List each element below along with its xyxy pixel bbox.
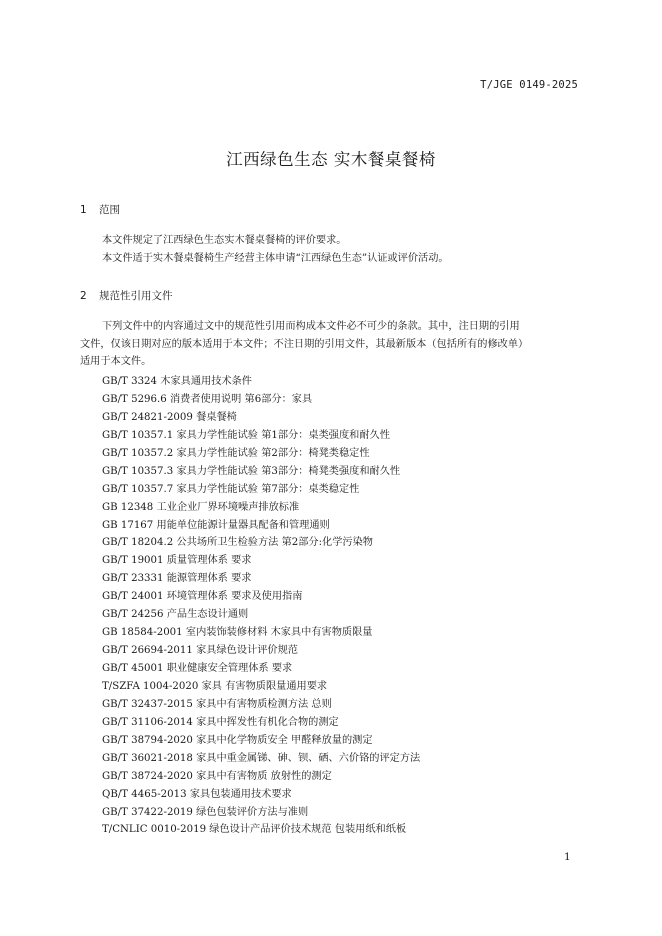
- reference-item: GB/T 10357.3 家具力学性能试验 第3部分：椅凳类强度和耐久性: [102, 465, 401, 477]
- reference-item: GB/T 5296.6 消费者使用说明 第6部分：家具: [102, 393, 313, 405]
- document-title: 江西绿色生态 实木餐桌餐椅: [226, 150, 436, 169]
- intro-line: 下列文件中的内容通过文中的规范性引用而构成本文件必不可少的条款。其中，注日期的引用: [102, 321, 520, 332]
- reference-item: GB 18584-2001 室内装饰装修材料 木家具中有害物质限量: [102, 627, 373, 639]
- scope-paragraph: 本文件规定了江西绿色生态实木餐桌餐椅的评价要求。: [102, 235, 347, 246]
- reference-item: GB/T 37422-2019 绿色包装评价方法与准则: [102, 806, 309, 818]
- scope-paragraphs: [80, 232, 585, 267]
- references-intro: [80, 318, 585, 371]
- reference-item: GB/T 19001 质量管理体系 要求: [102, 555, 252, 567]
- reference-item: GB/T 18204.2 公共场所卫生检验方法 第2部分:化学污染物: [102, 537, 373, 549]
- reference-list: [102, 373, 592, 839]
- reference-item: GB/T 38724-2020 家具中有害物质 放射性的测定: [102, 770, 332, 782]
- reference-item: GB/T 45001 职业健康安全管理体系 要求: [102, 663, 293, 674]
- reference-item: T/CNLIC 0010-2019 绿色设计产品评价技术规范 包装用纸和纸板: [102, 824, 407, 836]
- reference-item: QB/T 4465-2013 家具包装通用技术要求: [102, 788, 292, 800]
- reference-item: GB/T 23331 能源管理体系 要求: [102, 573, 252, 585]
- section-number: 2: [80, 290, 87, 302]
- section-title: 范围: [99, 204, 120, 216]
- section-number: 1: [80, 204, 87, 216]
- intro-line: 适用于本文件。: [80, 356, 152, 367]
- reference-item: GB/T 32437-2015 家具中有害物质检测方法 总则: [102, 698, 332, 710]
- reference-item: GB/T 3324 木家具通用技术条件: [102, 376, 252, 387]
- reference-item: GB/T 24256 产品生态设计通则: [102, 609, 249, 621]
- scope-paragraph: 本文件适于实木餐桌餐椅生产经营主体申请“江西绿色生态”认证或评价活动。: [102, 252, 449, 264]
- page-number: 1: [564, 851, 571, 863]
- reference-item: GB/T 26694-2011 家具绿色设计评价规范: [102, 645, 298, 657]
- section-1-heading: [80, 202, 120, 217]
- reference-item: GB/T 36021-2018 家具中重金属锑、砷、钡、硒、六价铬的评定方法: [102, 752, 421, 764]
- reference-item: GB/T 24821-2009 餐桌餐椅: [102, 411, 237, 423]
- reference-item: GB/T 10357.7 家具力学性能试验 第7部分：桌类稳定性: [102, 483, 360, 495]
- reference-item: GB/T 10357.2 家具力学性能试验 第2部分：椅凳类稳定性: [102, 447, 370, 459]
- reference-item: GB/T 10357.1 家具力学性能试验 第1部分：桌类强度和耐久性: [102, 429, 390, 441]
- reference-item: GB/T 38794-2020 家具中化学物质安全 甲醛释放量的测定: [102, 734, 373, 746]
- section-2-heading: [80, 288, 173, 303]
- reference-item: GB/T 31106-2014 家具中挥发性有机化合物的测定: [102, 716, 339, 728]
- reference-item: GB/T 24001 环境管理体系 要求及使用指南: [102, 591, 303, 603]
- reference-item: GB 17167 用能单位能源计量器具配备和管理通则: [102, 519, 330, 531]
- document-code: T/JGE 0149-2025: [480, 79, 578, 91]
- section-title: 规范性引用文件: [99, 290, 173, 302]
- intro-line: 文件，仅该日期对应的版本适用于本文件；不注日期的引用文件，其最新版本（包括所有的修改单）: [80, 338, 529, 350]
- reference-item: GB 12348 工业企业厂界环境噪声排放标准: [102, 501, 300, 513]
- reference-item: T/SZFA 1004-2020 家具 有害物质限量通用要求: [102, 680, 328, 692]
